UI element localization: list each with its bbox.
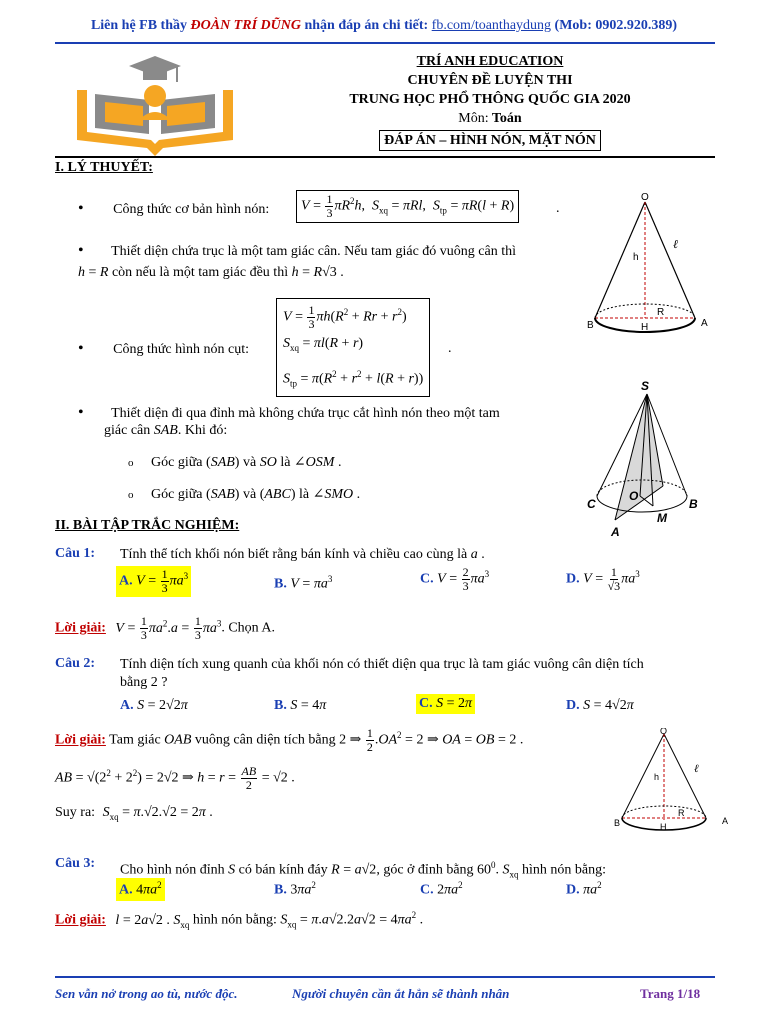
q1-solution-end: . Chọn A. xyxy=(221,620,276,636)
teacher-name: ĐOÀN TRÍ DŨNG xyxy=(190,18,301,33)
footer-slogan-1: Sen vẫn nở trong ao tù, nước độc. xyxy=(55,986,238,1001)
contact-bar xyxy=(0,18,768,34)
subject: Toán xyxy=(491,111,522,126)
document-title: ĐÁP ÁN – HÌNH NÓN, MẶT NÓN xyxy=(379,130,601,151)
cone3-label-l: ℓ xyxy=(694,763,699,775)
cone-figure-1 xyxy=(585,190,725,350)
cone1-label-a: A xyxy=(701,318,708,329)
top-rule xyxy=(55,42,715,44)
theory-sub-2: o Góc giữa (SAB) và (ABC) là ∠SMO . xyxy=(128,487,361,502)
footer-rule xyxy=(55,976,715,978)
cone2-label-m: M xyxy=(657,511,667,525)
cone2-label-b: B xyxy=(689,497,698,511)
cone1-label-h: h xyxy=(633,252,639,263)
cone1-label-r: R xyxy=(657,307,665,318)
q3-option-d[interactable]: D. $\pi a^2$ xyxy=(566,880,602,898)
theory-b3-text: Công thức hình nón cụt: xyxy=(113,342,250,357)
logo-icon xyxy=(55,52,255,157)
theory-b4c-text: . Khi đó: xyxy=(177,423,228,438)
solution-label: Lời giải: xyxy=(55,732,106,748)
bullet-icon: • xyxy=(78,340,84,357)
option-letter: A. xyxy=(119,573,133,589)
bullet-icon: • xyxy=(78,242,84,259)
cone2-label-o: O xyxy=(629,489,639,503)
q1-text: Tính thể tích khối nón biết rằng bán kính và chiều cao cùng là a . xyxy=(120,547,485,562)
q2-option-c[interactable]: C. S = 2π xyxy=(416,694,475,714)
q3-label: Câu 3: xyxy=(55,856,96,871)
theory-b4a-text: Thiết diện đi qua đỉnh mà không chứa trục cắt hình nón theo một tam xyxy=(111,406,500,421)
q2-text: Tính diện tích xung quanh của khối nón có thiết diện qua trục là tam giác vuông cân diện tích xyxy=(120,657,644,672)
q1-text-content: Tính thể tích khối nón biết rằng bán kính và chiều cao cùng là xyxy=(120,547,468,562)
option-letter: B. xyxy=(274,882,287,898)
option-letter: B. xyxy=(274,576,287,592)
solution-label: Lời giải: xyxy=(55,620,106,636)
q3-option-c[interactable]: C. $2\pi a^2$ xyxy=(420,880,463,898)
q2-label: Câu 2: xyxy=(55,656,96,671)
q1-option-d[interactable]: D. V = $\frac{1}{√3}$ $\pi a^3$ xyxy=(566,565,640,593)
bullet-icon: • xyxy=(78,404,84,421)
theory-b1-text: Công thức cơ bản hình nón: xyxy=(113,202,270,217)
formula-box-frustum: V = $\frac{1}{3}$ $\pi h(R^2 + Rr + r^2)$ $S_{xq} = \pi l(R + r)$ $S_{tp} = \pi(R^2 + r^2 + l(R + r))$ xyxy=(276,298,430,397)
mobile-number: (Mob: 0902.920.389) xyxy=(554,18,678,33)
q2-solution-text2: vuông cân diện tích bằng xyxy=(194,732,336,748)
q3-text-b: có bán kính đáy xyxy=(238,862,328,878)
page-number: Trang 1/18 xyxy=(640,986,701,1001)
option-letter: B. xyxy=(274,698,287,713)
q2-option-d[interactable]: D. S = 4√2π xyxy=(566,698,634,713)
q3-solution-text: hình nón bằng: xyxy=(192,912,277,928)
org-name: TRÍ ANH EDUCATION xyxy=(416,54,564,69)
option-letter: A. xyxy=(119,882,133,898)
theory-s1a-text: Góc giữa xyxy=(151,455,203,470)
option-letter: C. xyxy=(420,882,434,898)
theory-bullet-2 xyxy=(78,242,568,261)
theory-s1b-text: và xyxy=(242,455,257,470)
theory-s1c-text: là xyxy=(280,455,291,470)
cone3-label-h-point: H xyxy=(660,822,667,832)
q2-solution-text: Tam giác xyxy=(109,732,161,748)
theory-bullet-2-line2: h = R còn nếu là một tam giác đều thì h = R√3 . xyxy=(78,265,344,280)
theory-s2a-text: Góc giữa xyxy=(151,487,203,502)
q2-solution-line3: Suy ra: $S_{xq} = \pi.√2.√2 = 2\pi$ . xyxy=(55,805,213,822)
header-line-2: CHUYÊN ĐỀ LUYỆN THI xyxy=(407,73,573,88)
q3-text-d: hình nón bằng: xyxy=(522,862,607,878)
q2-solution-line2: AB = $√(2^2 + 2^2) = 2√2$ ⇒ h = r = $\frac{AB}{2}$ = √2 . xyxy=(55,763,295,792)
q2-option-a[interactable]: A. S = 2√2π xyxy=(120,698,188,713)
theory-bullet-1 xyxy=(78,200,269,219)
cone3-label-r: R xyxy=(678,808,685,818)
cone1-label-h-point: H xyxy=(641,322,649,333)
subject-label: Môn: xyxy=(458,111,489,126)
q3-text: Cho hình nón đỉnh S có bán kính đáy R = a√2, góc ở đỉnh bằng $60^0$. $S_{xq}$ hình nón bằng: xyxy=(120,860,607,880)
option-letter: D. xyxy=(566,882,580,898)
cone3-label-a: A xyxy=(722,816,729,826)
theory-bullet-4 xyxy=(78,404,568,423)
cone3-label-o: O xyxy=(660,728,668,736)
theory-bullet-3 xyxy=(78,340,249,359)
option-letter: D. xyxy=(566,698,580,713)
header-block xyxy=(280,52,700,151)
theory-sub-1: o Góc giữa (SAB) và SO là ∠OSM . xyxy=(128,455,342,470)
solution-label: Lời giải: xyxy=(55,912,106,928)
cone1-label-b: B xyxy=(587,320,594,331)
cone2-label-a: A xyxy=(611,525,620,538)
q1-option-c[interactable]: C. V = $\frac{2}{3}$ $\pi a^3$ xyxy=(420,565,490,593)
suy-ra-label: Suy ra: xyxy=(55,805,96,820)
q3-solution: Lời giải: l = 2a√2 . $S_{xq}$ hình nón bằng: $S_{xq} = \pi.a√2.2a√2 = 4\pi a^2$ . xyxy=(55,910,424,930)
q3-text-a: Cho hình nón đỉnh xyxy=(120,862,225,878)
cone1-label-l: ℓ xyxy=(673,237,678,251)
header-line-3: TRUNG HỌC PHỔ THÔNG QUỐC GIA 2020 xyxy=(349,92,631,107)
cone-figure-2 xyxy=(585,378,715,538)
cone-figure-3 xyxy=(612,728,742,838)
theory-b4b-text: giác cân xyxy=(104,423,151,438)
footer-slogan-2: Người chuyên cần ắt hẳn sẽ thành nhân xyxy=(292,986,510,1001)
theory-heading: I. LÝ THUYẾT: xyxy=(55,160,153,175)
cone2-label-s: S xyxy=(641,379,650,393)
q1-option-a[interactable]: A. V = $\frac{1}{3}$ $\pi a^3$ xyxy=(116,566,191,597)
contact-prefix: Liên hệ FB thầy xyxy=(90,18,188,33)
theory-bullet-4-line2: giác cân SAB. Khi đó: xyxy=(104,423,228,438)
option-letter: A. xyxy=(120,698,134,713)
theory-b2b-text: còn nếu là một tam giác đều thì xyxy=(111,265,289,280)
option-letter: D. xyxy=(566,571,580,587)
q3-option-b[interactable]: B. $3\pi a^2$ xyxy=(274,880,316,898)
bullet-icon: • xyxy=(78,200,84,217)
cone3-label-b: B xyxy=(614,818,621,828)
q3-text-c: , góc ở đỉnh bằng xyxy=(376,862,474,878)
cone3-label-h: h xyxy=(654,772,660,782)
exercises-heading: II. BÀI TẬP TRẮC NGHIỆM: xyxy=(55,518,240,533)
header-rule xyxy=(55,156,715,158)
q1-solution: Lời giải: V = $\frac{1}{3}$ $\pi a^2.a$ = $\frac{1}{3}$ $\pi a^3$. Chọn A. xyxy=(55,613,276,642)
q2-option-b[interactable]: B. S = 4π xyxy=(274,698,327,713)
cone1-label-o: O xyxy=(641,192,649,203)
q3-option-a[interactable]: A. $4\pi a^2$ xyxy=(116,878,165,901)
q2-text-2: bằng 2 ? xyxy=(120,675,168,690)
theory-b2a-text: Thiết diện chứa trục là một tam giác cân. Nếu tam giác đó vuông cân thì xyxy=(111,244,517,259)
option-letter: C. xyxy=(419,696,433,711)
cone2-label-c: C xyxy=(587,497,596,511)
option-letter: C. xyxy=(420,571,434,587)
contact-mid: nhận đáp án chi tiết: xyxy=(304,18,429,33)
theory-s2b-text: và xyxy=(242,487,257,502)
formula-box-1: V = $\frac{1}{3}$ $\pi R^2h$, $S_{xq} = \pi Rl$, $S_{tp} = \pi R(l + R)$ xyxy=(296,190,519,223)
q1-label: Câu 1: xyxy=(55,546,96,561)
fb-link[interactable]: fb.com/toanthaydung xyxy=(431,18,552,33)
q1-option-b[interactable]: B. $V = \pi a^3$ xyxy=(274,574,333,592)
theory-s2c-text: là xyxy=(298,487,310,502)
q2-solution-line1: Lời giải: Tam giác OAB vuông cân diện tích bằng 2 ⇒ $\frac{1}{2}$ $.OA^2 = 2$ ⇒ OA = OB = 2 . xyxy=(55,725,524,754)
